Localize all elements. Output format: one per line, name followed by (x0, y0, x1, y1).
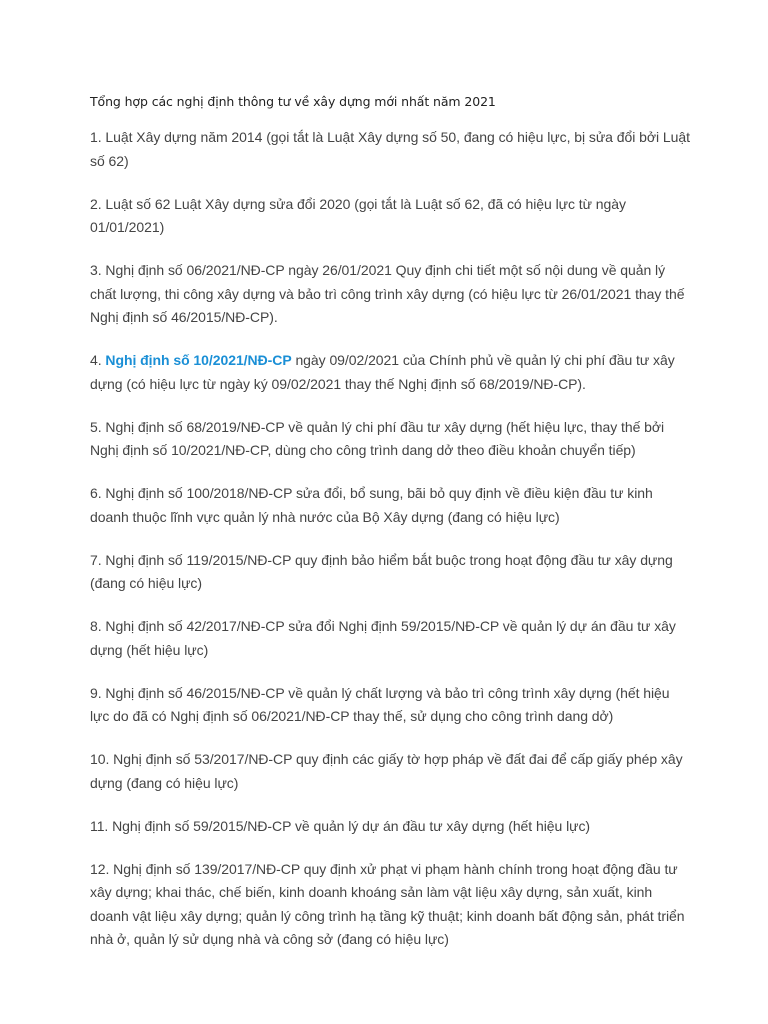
list-item-6: 6. Nghị định số 100/2018/NĐ-CP sửa đổi, bổ sung, bãi bỏ quy định về điều kiện đầu tư kinh doanh thuộc lĩnh vực quản lý nhà nước của Bộ Xây dựng (đang có hiệu lực) (90, 485, 653, 525)
list-item-10: 10. Nghị định số 53/2017/NĐ-CP quy định các giấy tờ hợp pháp về đất đai để cấp giấy phép xây dựng (đang có hiệu lực) (90, 751, 683, 791)
list-item-2: 2. Luật số 62 Luật Xây dựng sửa đổi 2020 (gọi tắt là Luật số 62, đã có hiệu lực từ ngày 01/01/2021) (90, 195, 626, 235)
list-item-8: 8. Nghị định số 42/2017/NĐ-CP sửa đổi Nghị định 59/2015/NĐ-CP về quản lý dự án đầu tư xây dựng (hết hiệu lực) (90, 618, 676, 658)
list-item-7: 7. Nghị định số 119/2015/NĐ-CP quy định bảo hiểm bắt buộc trong hoạt động đầu tư xây dựng (đang có hiệu lực) (90, 551, 673, 591)
list-item-1: 1. Luật Xây dựng năm 2014 (gọi tắt là Luật Xây dựng số 50, đang có hiệu lực, bị sửa đổi bởi Luật số 62) (90, 129, 690, 169)
list-item-4-suffix: ngày 09/02/2021 của Chính phủ về quản lý chi phí đầu tư xây dựng (có hiệu lực từ ngày ký 09/02/2021 thay thế Nghị định số 68/2019/NĐ-CP). (90, 352, 675, 392)
list-item-11: 11. Nghị định số 59/2015/NĐ-CP về quản lý dự án đầu tư xây dựng (hết hiệu lực) (90, 817, 591, 834)
list-item-5: 5. Nghị định số 68/2019/NĐ-CP về quản lý chi phí đầu tư xây dựng (hết hiệu lực, thay thế bởi Nghị định số 10/2021/NĐ-CP, dùng cho công trình dang dở theo điều khoản chuyển tiếp) (90, 418, 665, 458)
list-item-3: 3. Nghị định số 06/2021/NĐ-CP ngày 26/01/2021 Quy định chi tiết một số nội dung về quản lý chất lượng, thi công xây dựng và bảo trì công trình xây dựng (có hiệu lực từ 26/01/2021 thay thế Nghị định số 46/2015/NĐ-CP). (90, 262, 685, 325)
list-item-4 (90, 349, 690, 396)
list-item-9: 9. Nghị định số 46/2015/NĐ-CP về quản lý chất lượng và bảo trì công trình xây dựng (hết hiệu lực do đã có Nghị định số 06/2021/NĐ-CP thay thế, sử dụng cho công trình dang dở) (90, 684, 670, 724)
document-page (90, 92, 690, 971)
list-item-12: 12. Nghị định số 139/2017/NĐ-CP quy định xử phạt vi phạm hành chính trong hoạt động đầu tư xây dựng; khai thác, chế biến, kinh doanh khoáng sản làm vật liệu xây dựng, sản xuất, kinh doanh vật liệu xây dựng; quản lý công trình hạ tầng kỹ thuật; kinh doanh bất động sản, phát triển nhà ở, quản lý sử dụng nhà và công sở (đang có hiệu lực) (90, 860, 685, 947)
decree-10-2021-link[interactable]: Nghị định số 10/2021/NĐ-CP (105, 352, 292, 368)
list-item-4-prefix: 4. (90, 352, 106, 368)
document-title: Tổng hợp các nghị định thông tư về xây dựng mới nhất năm 2021 (90, 94, 496, 109)
